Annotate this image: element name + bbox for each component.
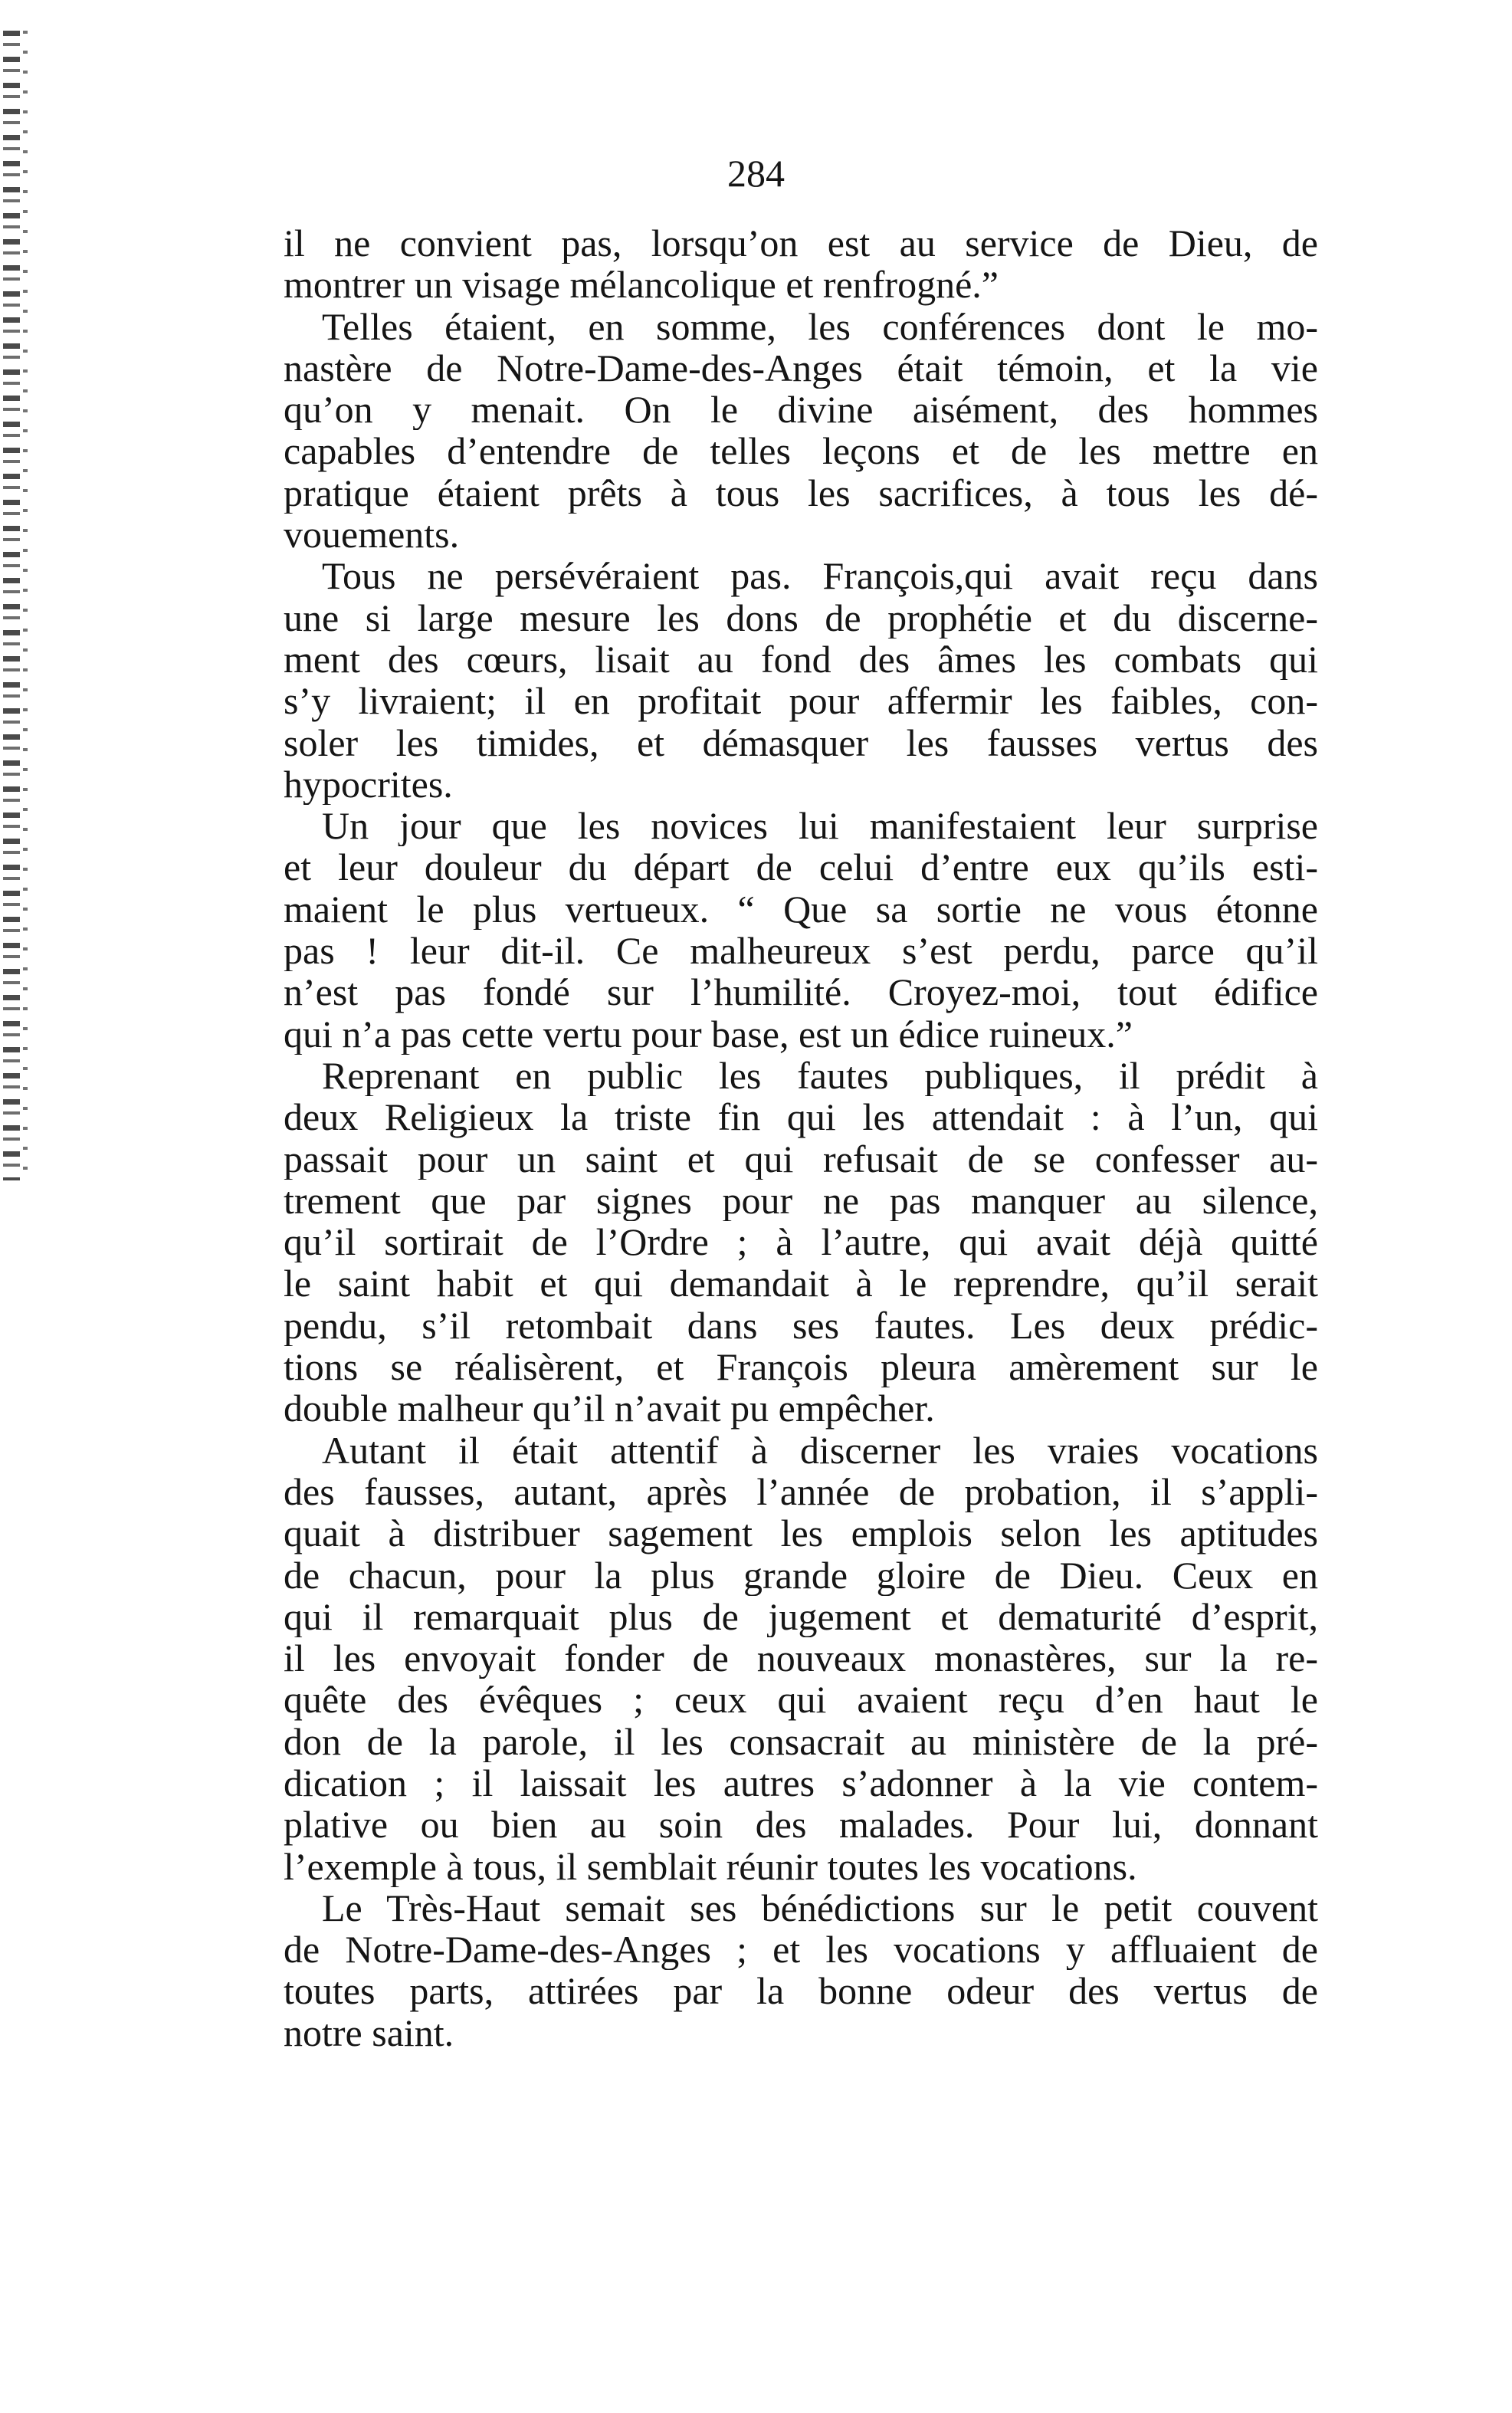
text-line: qu’il sortirait de l’Ordre ; à l’autre, qui avait déjà quitté — [284, 1221, 1318, 1263]
text-line: qui il remarquait plus de jugement et dematurité d’esprit, — [284, 1595, 1318, 1638]
text-line: dication ; il laissait les autres s’adonner à la vie contem- — [284, 1761, 1318, 1804]
text-line: n’est pas fondé sur l’humilité. Croyez-moi, tout édifice — [284, 971, 1318, 1013]
text-line: don de la parole, il les consacrait au ministère de la pré- — [284, 1720, 1318, 1762]
text-line: le saint habit et qui demandait à le reprendre, qu’il serait — [284, 1262, 1318, 1305]
text-line: pendu, s’il retombait dans ses fautes. Les deux prédic- — [284, 1304, 1318, 1347]
text-line: montrer un visage mélancolique et renfrogné.” — [284, 264, 999, 306]
body-text — [284, 222, 1318, 2054]
text-line: l’exemple à tous, il semblait réunir toutes les vocations. — [284, 1845, 1137, 1887]
text-line: nastère de Notre-Dame-des-Anges était témoin, et la vie — [284, 346, 1318, 389]
text-line: vouements. — [284, 514, 460, 556]
text-line: il les envoyait fonder de nouveaux monastères, sur la re- — [284, 1637, 1318, 1679]
text-line: Autant il était attentif à discerner les vraies vocations — [322, 1429, 1318, 1471]
text-line: quête des évêques ; ceux qui avaient reçu d’en haut le — [284, 1679, 1318, 1721]
text-line: quait à distribuer sagement les emplois selon les aptitudes — [284, 1512, 1318, 1554]
text-line: qui n’a pas cette vertu pour base, est un édice ruineux.” — [284, 1013, 1133, 1055]
text-line: tions se réalisèrent, et François pleura amèrement sur le — [284, 1346, 1318, 1388]
page-number: 284 — [727, 152, 785, 195]
text-line: Un jour que les novices lui manifestaient leur surprise — [322, 805, 1318, 847]
text-line: Reprenant en public les fautes publiques, il prédit à — [322, 1054, 1318, 1097]
text-line: Le Très-Haut semait ses bénédictions sur le petit couvent — [322, 1886, 1318, 1929]
text-line: pratique étaient prêts à tous les sacrifices, à tous les dé- — [284, 471, 1318, 514]
text-line: il ne convient pas, lorsqu’on est au service de Dieu, de — [284, 222, 1318, 264]
text-line: des fausses, autant, après l’année de probation, il s’appli- — [284, 1470, 1318, 1513]
text-line: Tous ne persévéraient pas. François,qui avait reçu dans — [322, 555, 1318, 597]
text-line: ment des cœurs, lisait au fond des âmes les combats qui — [284, 638, 1318, 681]
text-line: plative ou bien au soin des malades. Pour lui, donnant — [284, 1804, 1318, 1846]
text-line: pas ! leur dit-il. Ce malheureux s’est perdu, parce qu’il — [284, 930, 1318, 972]
text-line: trement que par signes pour ne pas manquer au silence, — [284, 1179, 1318, 1222]
text-line: et leur douleur du départ de celui d’entre eux qu’ils esti- — [284, 846, 1318, 888]
binding-shadow — [3, 31, 20, 1180]
text-line: notre saint. — [284, 2011, 454, 2054]
text-line: de chacun, pour la plus grande gloire de Dieu. Ceux en — [284, 1554, 1318, 1596]
text-line: Telles étaient, en somme, les conférences dont le mo- — [322, 305, 1318, 347]
binding-marks — [23, 31, 28, 1180]
text-line: s’y livraient; il en profitait pour affermir les faibles, con- — [284, 680, 1318, 722]
text-line: capables d’entendre de telles leçons et de les mettre en — [284, 430, 1318, 472]
text-line: hypocrites. — [284, 763, 453, 806]
text-line: qu’on y menait. On le divine aisément, des hommes — [284, 389, 1318, 431]
text-line: deux Religieux la triste fin qui les attendait : à l’un, qui — [284, 1096, 1318, 1138]
text-line: de Notre-Dame-des-Anges ; et les vocations y affluaient de — [284, 1929, 1318, 1971]
page-binding-edge — [0, 31, 35, 1180]
text-line: double malheur qu’il n’avait pu empêcher. — [284, 1387, 935, 1430]
text-line: une si large mesure les dons de prophétie et du discerne- — [284, 596, 1318, 639]
text-line: passait pour un saint et qui refusait de se confesser au- — [284, 1138, 1318, 1180]
text-line: maient le plus vertueux. “ Que sa sortie ne vous étonne — [284, 888, 1318, 931]
text-line: toutes parts, attirées par la bonne odeur des vertus de — [284, 1970, 1318, 2012]
text-line: soler les timides, et démasquer les fausses vertus des — [284, 721, 1318, 763]
